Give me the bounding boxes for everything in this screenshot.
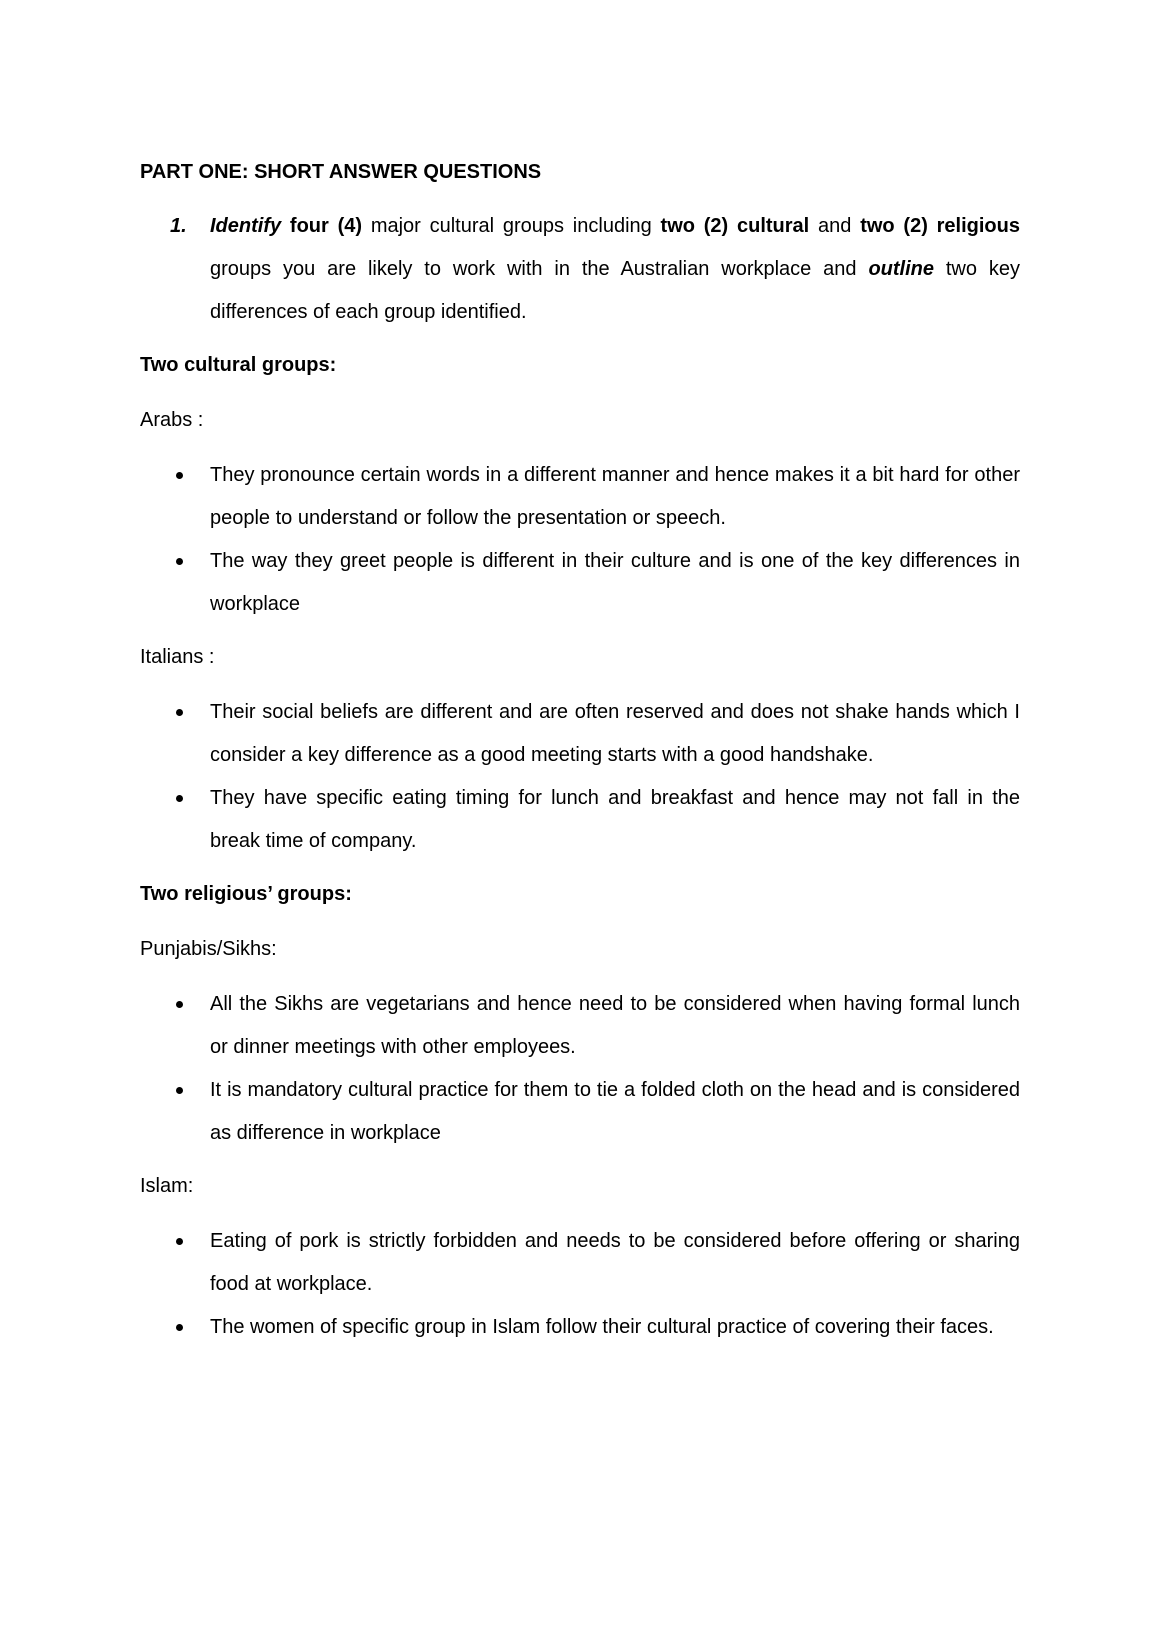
bullet-icon	[140, 1069, 210, 1155]
list-item	[140, 1220, 1020, 1306]
question-text-part-9: two key differences of each group identified.	[210, 258, 1020, 323]
list-item	[140, 691, 1020, 777]
bullet-icon	[140, 454, 210, 540]
bullet-text: They have specific eating timing for lunch and breakfast and hence may not fall in the break time of company.	[210, 787, 1020, 852]
question-number: 1.	[170, 215, 187, 237]
list-item	[140, 1306, 1020, 1349]
list-item	[140, 540, 1020, 626]
question-text-part-7: groups you are likely to work with in the Australian workplace and	[210, 258, 869, 280]
group-name-sikhs: Punjabis/Sikhs:	[140, 938, 277, 960]
bullet-text: Eating of pork is strictly forbidden and needs to be considered before offering or sharing food at workplace.	[210, 1230, 1020, 1295]
list-item	[140, 983, 1020, 1069]
bullet-icon	[140, 1220, 210, 1306]
question-word-outline: outline	[868, 258, 934, 280]
document-content	[140, 151, 1020, 1359]
question-text-part-5: and	[809, 215, 861, 237]
question-1	[140, 205, 1020, 334]
list-item	[140, 454, 1020, 540]
question-word-two-cultural: two (2) cultural	[660, 215, 810, 237]
bullet-icon	[140, 1306, 210, 1349]
italians-points	[140, 691, 1020, 863]
group-name-arabs: Arabs :	[140, 409, 204, 431]
bullet-text: The women of specific group in Islam follow their cultural practice of covering their faces.	[210, 1316, 994, 1338]
question-word-four: four (4)	[289, 215, 363, 237]
arabs-points	[140, 454, 1020, 626]
bullet-text: It is mandatory cultural practice for them to tie a folded cloth on the head and is considered as difference in workplace	[210, 1079, 1020, 1144]
bullet-icon	[140, 691, 210, 777]
list-item	[140, 1069, 1020, 1155]
question-word-two-religious: two (2) religious	[860, 215, 1020, 237]
bullet-text: The way they greet people is different in their culture and is one of the key differences in workplace	[210, 550, 1020, 615]
group-name-italians: Italians :	[140, 646, 215, 668]
religious-groups-heading: Two religious’ groups:	[140, 883, 352, 905]
islam-points	[140, 1220, 1020, 1349]
bullet-icon	[140, 777, 210, 863]
question-number-cell	[140, 205, 210, 334]
question-text	[210, 205, 1020, 334]
list-item	[140, 777, 1020, 863]
bullet-text: All the Sikhs are vegetarians and hence need to be considered when having formal lunch or dinner meetings with other employees.	[210, 993, 1020, 1058]
bullet-icon	[140, 540, 210, 626]
cultural-groups-heading: Two cultural groups:	[140, 354, 337, 376]
group-name-islam: Islam:	[140, 1175, 194, 1197]
part-title: PART ONE: SHORT ANSWER QUESTIONS	[140, 161, 542, 183]
bullet-text: Their social beliefs are different and are often reserved and does not shake hands which I consider a key difference as a good meeting starts with a good handshake.	[210, 701, 1020, 766]
bullet-text: They pronounce certain words in a different manner and hence makes it a bit hard for other people to understand or follow the presentation or speech.	[210, 464, 1020, 529]
bullet-icon	[140, 983, 210, 1069]
sikhs-points	[140, 983, 1020, 1155]
question-word-identify: Identify	[210, 215, 282, 237]
question-text-part-3: major cultural groups including	[362, 215, 661, 237]
